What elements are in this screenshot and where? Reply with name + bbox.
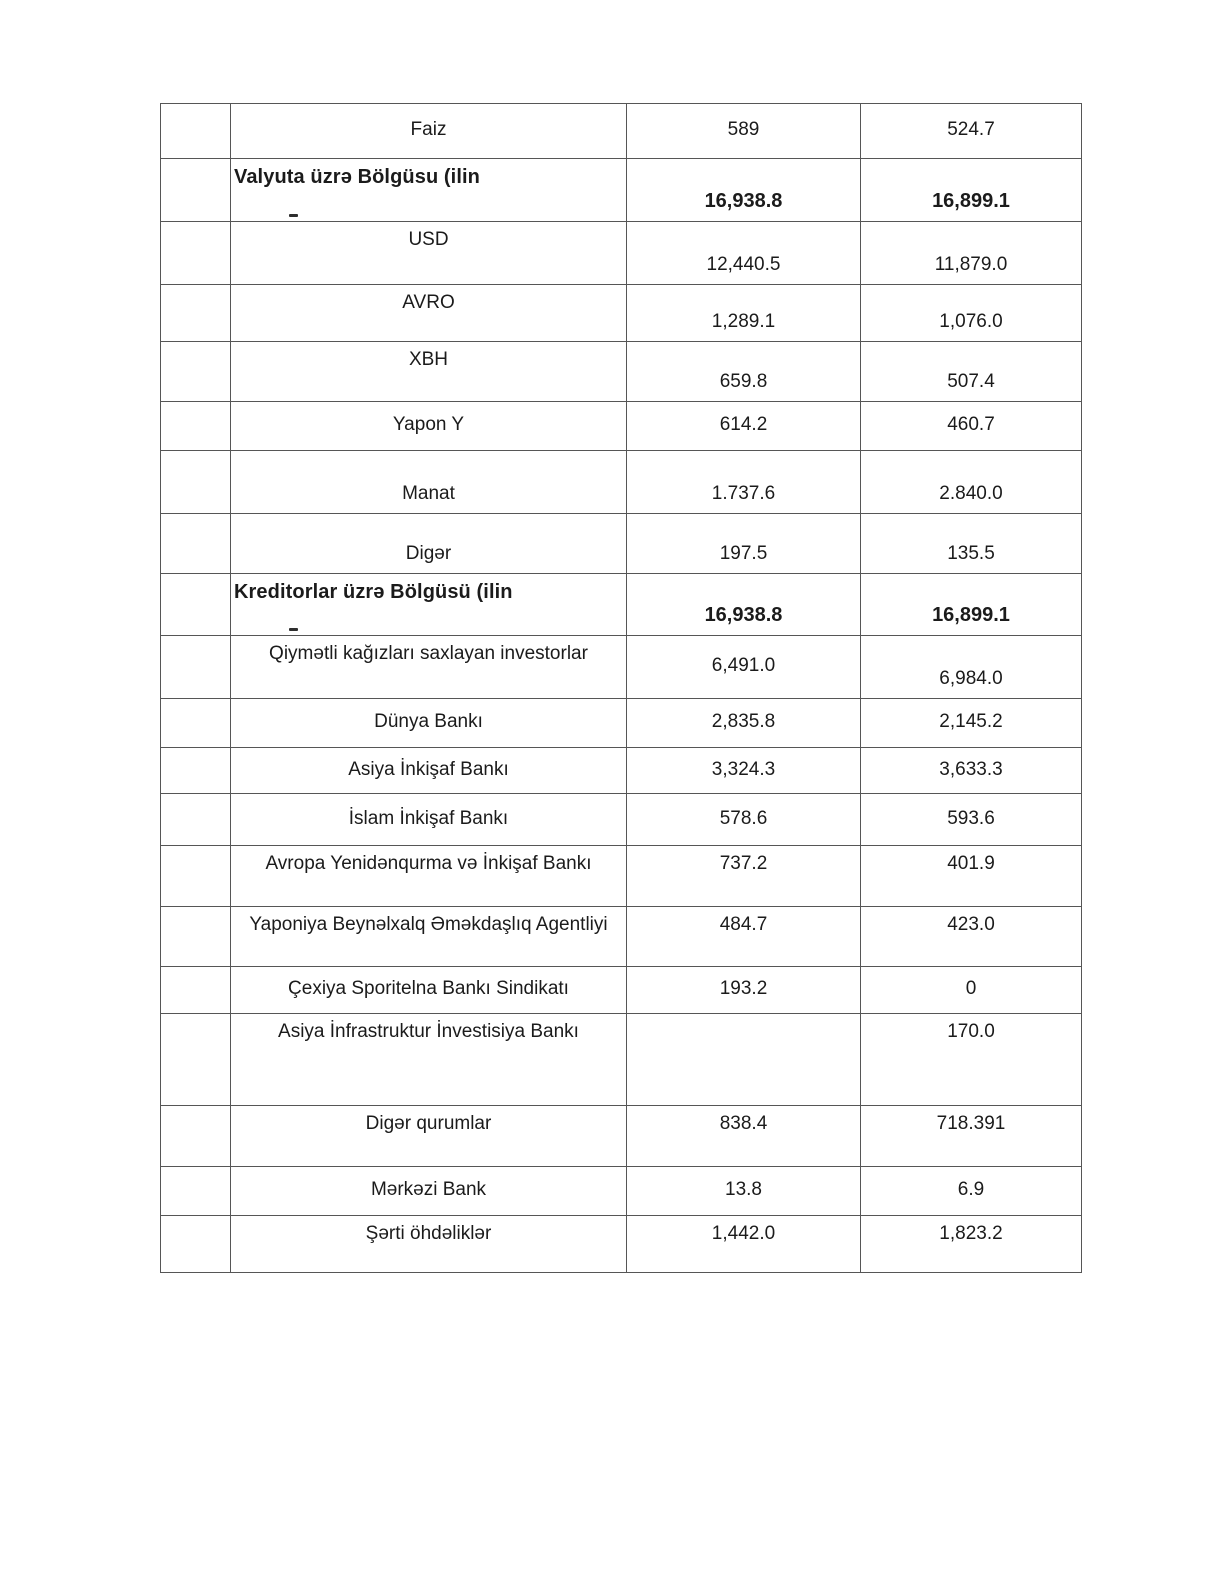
row-label-cell: İslam İnkişaf Bankı — [231, 794, 627, 846]
table-row — [161, 794, 1082, 846]
row-label-cell: Faiz — [231, 104, 627, 159]
row-value-cell-1: 16,938.8 — [627, 159, 861, 222]
row-spacer-cell — [161, 794, 231, 846]
row-spacer-cell — [161, 342, 231, 402]
row-value-cell-2: 1,076.0 — [861, 285, 1082, 342]
table-row — [161, 846, 1082, 907]
row-label-cell: Digər — [231, 514, 627, 574]
row-value-cell-2: 2,145.2 — [861, 699, 1082, 748]
table-row — [161, 1106, 1082, 1167]
table-row — [161, 402, 1082, 451]
row-label-cell: Valyuta üzrə Bölgüsu (ilin — [231, 159, 627, 222]
table-row — [161, 574, 1082, 636]
table-row — [161, 451, 1082, 514]
row-label-cell: Manat — [231, 451, 627, 514]
row-label-cell: XBH — [231, 342, 627, 402]
clipped-text-artifact — [289, 214, 298, 217]
table-row — [161, 1216, 1082, 1273]
row-label-cell: Kreditorlar üzrə Bölgüsü (ilin — [231, 574, 627, 636]
table-row — [161, 1167, 1082, 1216]
row-spacer-cell — [161, 285, 231, 342]
borrowing-breakdown-table — [160, 103, 1082, 1273]
table-row — [161, 285, 1082, 342]
table-row — [161, 104, 1082, 159]
row-value-cell-2: 16,899.1 — [861, 159, 1082, 222]
table-row — [161, 636, 1082, 699]
table-row — [161, 1014, 1082, 1106]
row-label-cell: Şərti öhdəliklər — [231, 1216, 627, 1273]
row-spacer-cell — [161, 104, 231, 159]
row-label-cell: Yaponiya Beynəlxalq Əməkdaşlıq Agentliyi — [231, 907, 627, 967]
row-label-cell: Digər qurumlar — [231, 1106, 627, 1167]
row-value-cell-1: 737.2 — [627, 846, 861, 907]
row-label-cell: Dünya Bankı — [231, 699, 627, 748]
row-value-cell-2: 11,879.0 — [861, 222, 1082, 285]
table-body — [161, 104, 1082, 1273]
row-value-cell-1: 6,491.0 — [627, 636, 861, 699]
row-spacer-cell — [161, 967, 231, 1014]
row-spacer-cell — [161, 846, 231, 907]
row-value-cell-1: 2,835.8 — [627, 699, 861, 748]
row-spacer-cell — [161, 1014, 231, 1106]
row-value-cell-1: 197.5 — [627, 514, 861, 574]
row-value-cell-2: 718.391 — [861, 1106, 1082, 1167]
table-row — [161, 514, 1082, 574]
row-value-cell-1: 16,938.8 — [627, 574, 861, 636]
row-value-cell-1: 13.8 — [627, 1167, 861, 1216]
row-value-cell-1: 589 — [627, 104, 861, 159]
row-value-cell-1: 659.8 — [627, 342, 861, 402]
row-label-cell: Asiya İnkişaf Bankı — [231, 748, 627, 794]
row-value-cell-2: 135.5 — [861, 514, 1082, 574]
row-value-cell-1: 614.2 — [627, 402, 861, 451]
table-row — [161, 967, 1082, 1014]
row-value-cell-1: 838.4 — [627, 1106, 861, 1167]
row-value-cell-2: 170.0 — [861, 1014, 1082, 1106]
row-value-cell-2: 6,984.0 — [861, 636, 1082, 699]
row-spacer-cell — [161, 574, 231, 636]
row-spacer-cell — [161, 636, 231, 699]
row-label-cell: Qiymətli kağızları saxlayan investorlar — [231, 636, 627, 699]
row-value-cell-1: 193.2 — [627, 967, 861, 1014]
table-row — [161, 907, 1082, 967]
row-value-cell-1: 484.7 — [627, 907, 861, 967]
row-value-cell-1: 3,324.3 — [627, 748, 861, 794]
clipped-text-artifact — [289, 628, 298, 631]
row-value-cell-2: 401.9 — [861, 846, 1082, 907]
row-value-cell-2: 460.7 — [861, 402, 1082, 451]
row-label-cell: Yapon Y — [231, 402, 627, 451]
row-value-cell-2: 0 — [861, 967, 1082, 1014]
row-value-cell-1: 1,442.0 — [627, 1216, 861, 1273]
row-value-cell-2: 2.840.0 — [861, 451, 1082, 514]
row-spacer-cell — [161, 514, 231, 574]
table-row — [161, 748, 1082, 794]
row-label-cell: Asiya İnfrastruktur İnvestisiya Bankı — [231, 1014, 627, 1106]
row-value-cell-2: 524.7 — [861, 104, 1082, 159]
row-label-cell: Çexiya Sporitelna Bankı Sindikatı — [231, 967, 627, 1014]
row-spacer-cell — [161, 222, 231, 285]
row-value-cell-2: 3,633.3 — [861, 748, 1082, 794]
row-value-cell-2: 593.6 — [861, 794, 1082, 846]
row-value-cell-1: 12,440.5 — [627, 222, 861, 285]
table-row — [161, 222, 1082, 285]
row-value-cell-1: 1.737.6 — [627, 451, 861, 514]
row-spacer-cell — [161, 1216, 231, 1273]
row-value-cell-2: 423.0 — [861, 907, 1082, 967]
row-value-cell-2: 1,823.2 — [861, 1216, 1082, 1273]
row-value-cell-1: 578.6 — [627, 794, 861, 846]
table-row — [161, 159, 1082, 222]
row-spacer-cell — [161, 748, 231, 794]
table-row — [161, 699, 1082, 748]
row-spacer-cell — [161, 402, 231, 451]
row-value-cell-1 — [627, 1014, 861, 1106]
row-spacer-cell — [161, 451, 231, 514]
row-spacer-cell — [161, 1167, 231, 1216]
row-spacer-cell — [161, 159, 231, 222]
row-value-cell-2: 507.4 — [861, 342, 1082, 402]
row-label-cell: AVRO — [231, 285, 627, 342]
table-row — [161, 342, 1082, 402]
row-spacer-cell — [161, 699, 231, 748]
row-value-cell-1: 1,289.1 — [627, 285, 861, 342]
row-label-cell: USD — [231, 222, 627, 285]
row-label-cell: Avropa Yenidənqurma və İnkişaf Bankı — [231, 846, 627, 907]
row-value-cell-2: 6.9 — [861, 1167, 1082, 1216]
row-value-cell-2: 16,899.1 — [861, 574, 1082, 636]
row-spacer-cell — [161, 907, 231, 967]
row-spacer-cell — [161, 1106, 231, 1167]
row-label-cell: Mərkəzi Bank — [231, 1167, 627, 1216]
